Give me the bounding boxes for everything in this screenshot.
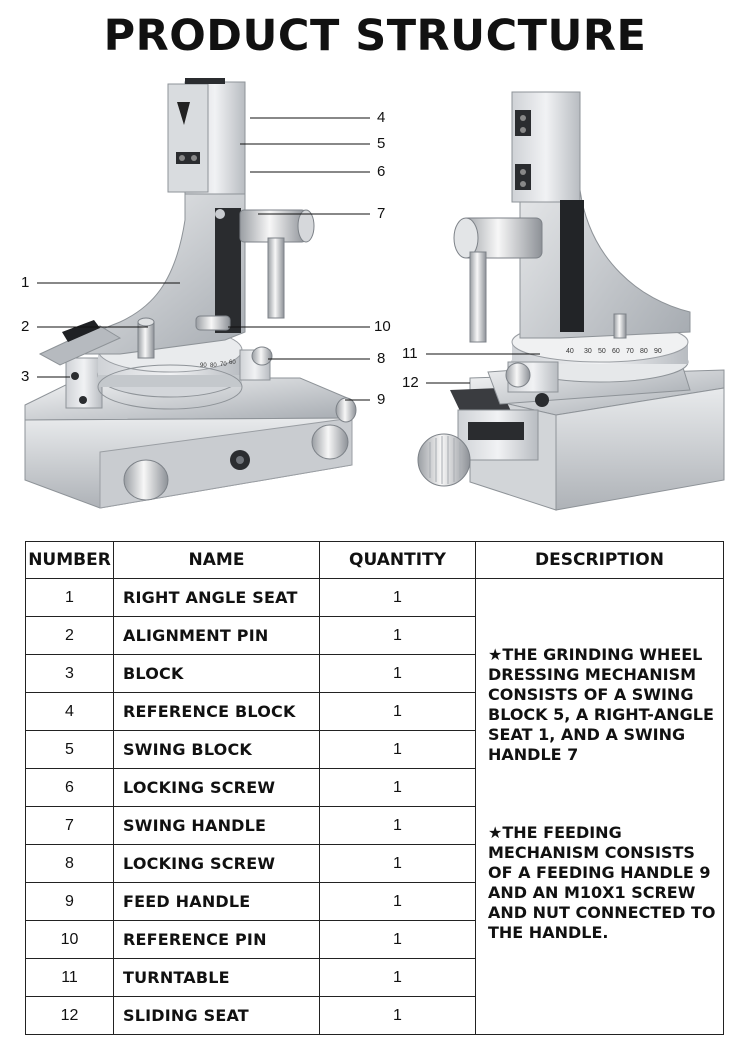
callout-12: 12 [402, 374, 419, 391]
parts-table [25, 541, 724, 1035]
cell-name: RIGHT ANGLE SEAT [114, 579, 320, 617]
cell-quantity: 1 [320, 693, 476, 731]
cell-name: SWING HANDLE [114, 807, 320, 845]
cell-number: 7 [26, 807, 114, 845]
cell-name: LOCKING SCREW [114, 769, 320, 807]
cell-name: REFERENCE PIN [114, 921, 320, 959]
svg-text:90: 90 [200, 363, 207, 369]
svg-text:40: 40 [566, 348, 574, 355]
svg-text:70: 70 [220, 362, 227, 368]
cell-quantity: 1 [320, 769, 476, 807]
callout-2: 2 [21, 318, 30, 335]
cell-name: SLIDING SEAT [114, 997, 320, 1035]
cell-number: 8 [26, 845, 114, 883]
cell-quantity: 1 [320, 997, 476, 1035]
cell-number: 4 [26, 693, 114, 731]
cell-name: FEED HANDLE [114, 883, 320, 921]
table-row [26, 579, 724, 617]
cell-number: 3 [26, 655, 114, 693]
svg-text:60: 60 [229, 360, 236, 366]
cell-number: 5 [26, 731, 114, 769]
cell-number: 11 [26, 959, 114, 997]
cell-name: ALIGNMENT PIN [114, 617, 320, 655]
description-dressing: ★THE GRINDING WHEEL DRESSING MECHANISM CONSISTS OF A SWING BLOCK 5, A RIGHT-ANGLE SEAT 1, AND A SWING HANDLE 7 [488, 645, 714, 764]
cell-quantity: 1 [320, 655, 476, 693]
callout-11: 11 [402, 345, 418, 362]
cell-quantity: 1 [320, 845, 476, 883]
callout-4: 4 [377, 109, 386, 126]
cell-name: TURNTABLE [114, 959, 320, 997]
cell-number: 10 [26, 921, 114, 959]
callout-10: 10 [374, 318, 391, 335]
svg-text:80: 80 [210, 363, 217, 369]
cell-quantity: 1 [320, 883, 476, 921]
callout-5: 5 [377, 135, 386, 152]
callout-7: 7 [377, 205, 386, 222]
header-number: NUMBER [26, 542, 114, 579]
right-machine-view [418, 92, 724, 510]
callout-3: 3 [21, 368, 30, 385]
svg-text:60: 60 [612, 348, 620, 355]
description-cell [476, 579, 724, 1035]
cell-number: 1 [26, 579, 114, 617]
cell-number: 12 [26, 997, 114, 1035]
svg-text:30: 30 [584, 348, 592, 355]
svg-text:70: 70 [626, 348, 634, 355]
header-quantity: QUANTITY [320, 542, 476, 579]
svg-text:90: 90 [654, 348, 662, 355]
callout-1: 1 [21, 274, 30, 291]
cell-name: SWING BLOCK [114, 731, 320, 769]
cell-quantity: 1 [320, 807, 476, 845]
product-photo [0, 70, 750, 530]
cell-quantity: 1 [320, 959, 476, 997]
cell-quantity: 1 [320, 731, 476, 769]
page-title: PRODUCT STRUCTURE [103, 11, 647, 61]
table-header-row [26, 542, 724, 579]
header-description: DESCRIPTION [476, 542, 724, 579]
cell-name: BLOCK [114, 655, 320, 693]
cell-quantity: 1 [320, 579, 476, 617]
callout-9: 9 [377, 391, 386, 408]
cell-quantity: 1 [320, 617, 476, 655]
callout-8: 8 [377, 350, 386, 367]
cell-number: 9 [26, 883, 114, 921]
svg-text:80: 80 [640, 348, 648, 355]
cell-number: 6 [26, 769, 114, 807]
left-machine-view [25, 78, 356, 508]
cell-number: 2 [26, 617, 114, 655]
callout-6: 6 [377, 163, 386, 180]
cell-quantity: 1 [320, 921, 476, 959]
cell-name: LOCKING SCREW [114, 845, 320, 883]
header-name: NAME [114, 542, 320, 579]
description-feeding: ★THE FEEDING MECHANISM CONSISTS OF A FEEDING HANDLE 9 AND AN M10X1 SCREW AND NUT CONNECTED TO THE HANDLE. [488, 823, 716, 942]
cell-name: REFERENCE BLOCK [114, 693, 320, 731]
svg-text:50: 50 [598, 348, 606, 355]
